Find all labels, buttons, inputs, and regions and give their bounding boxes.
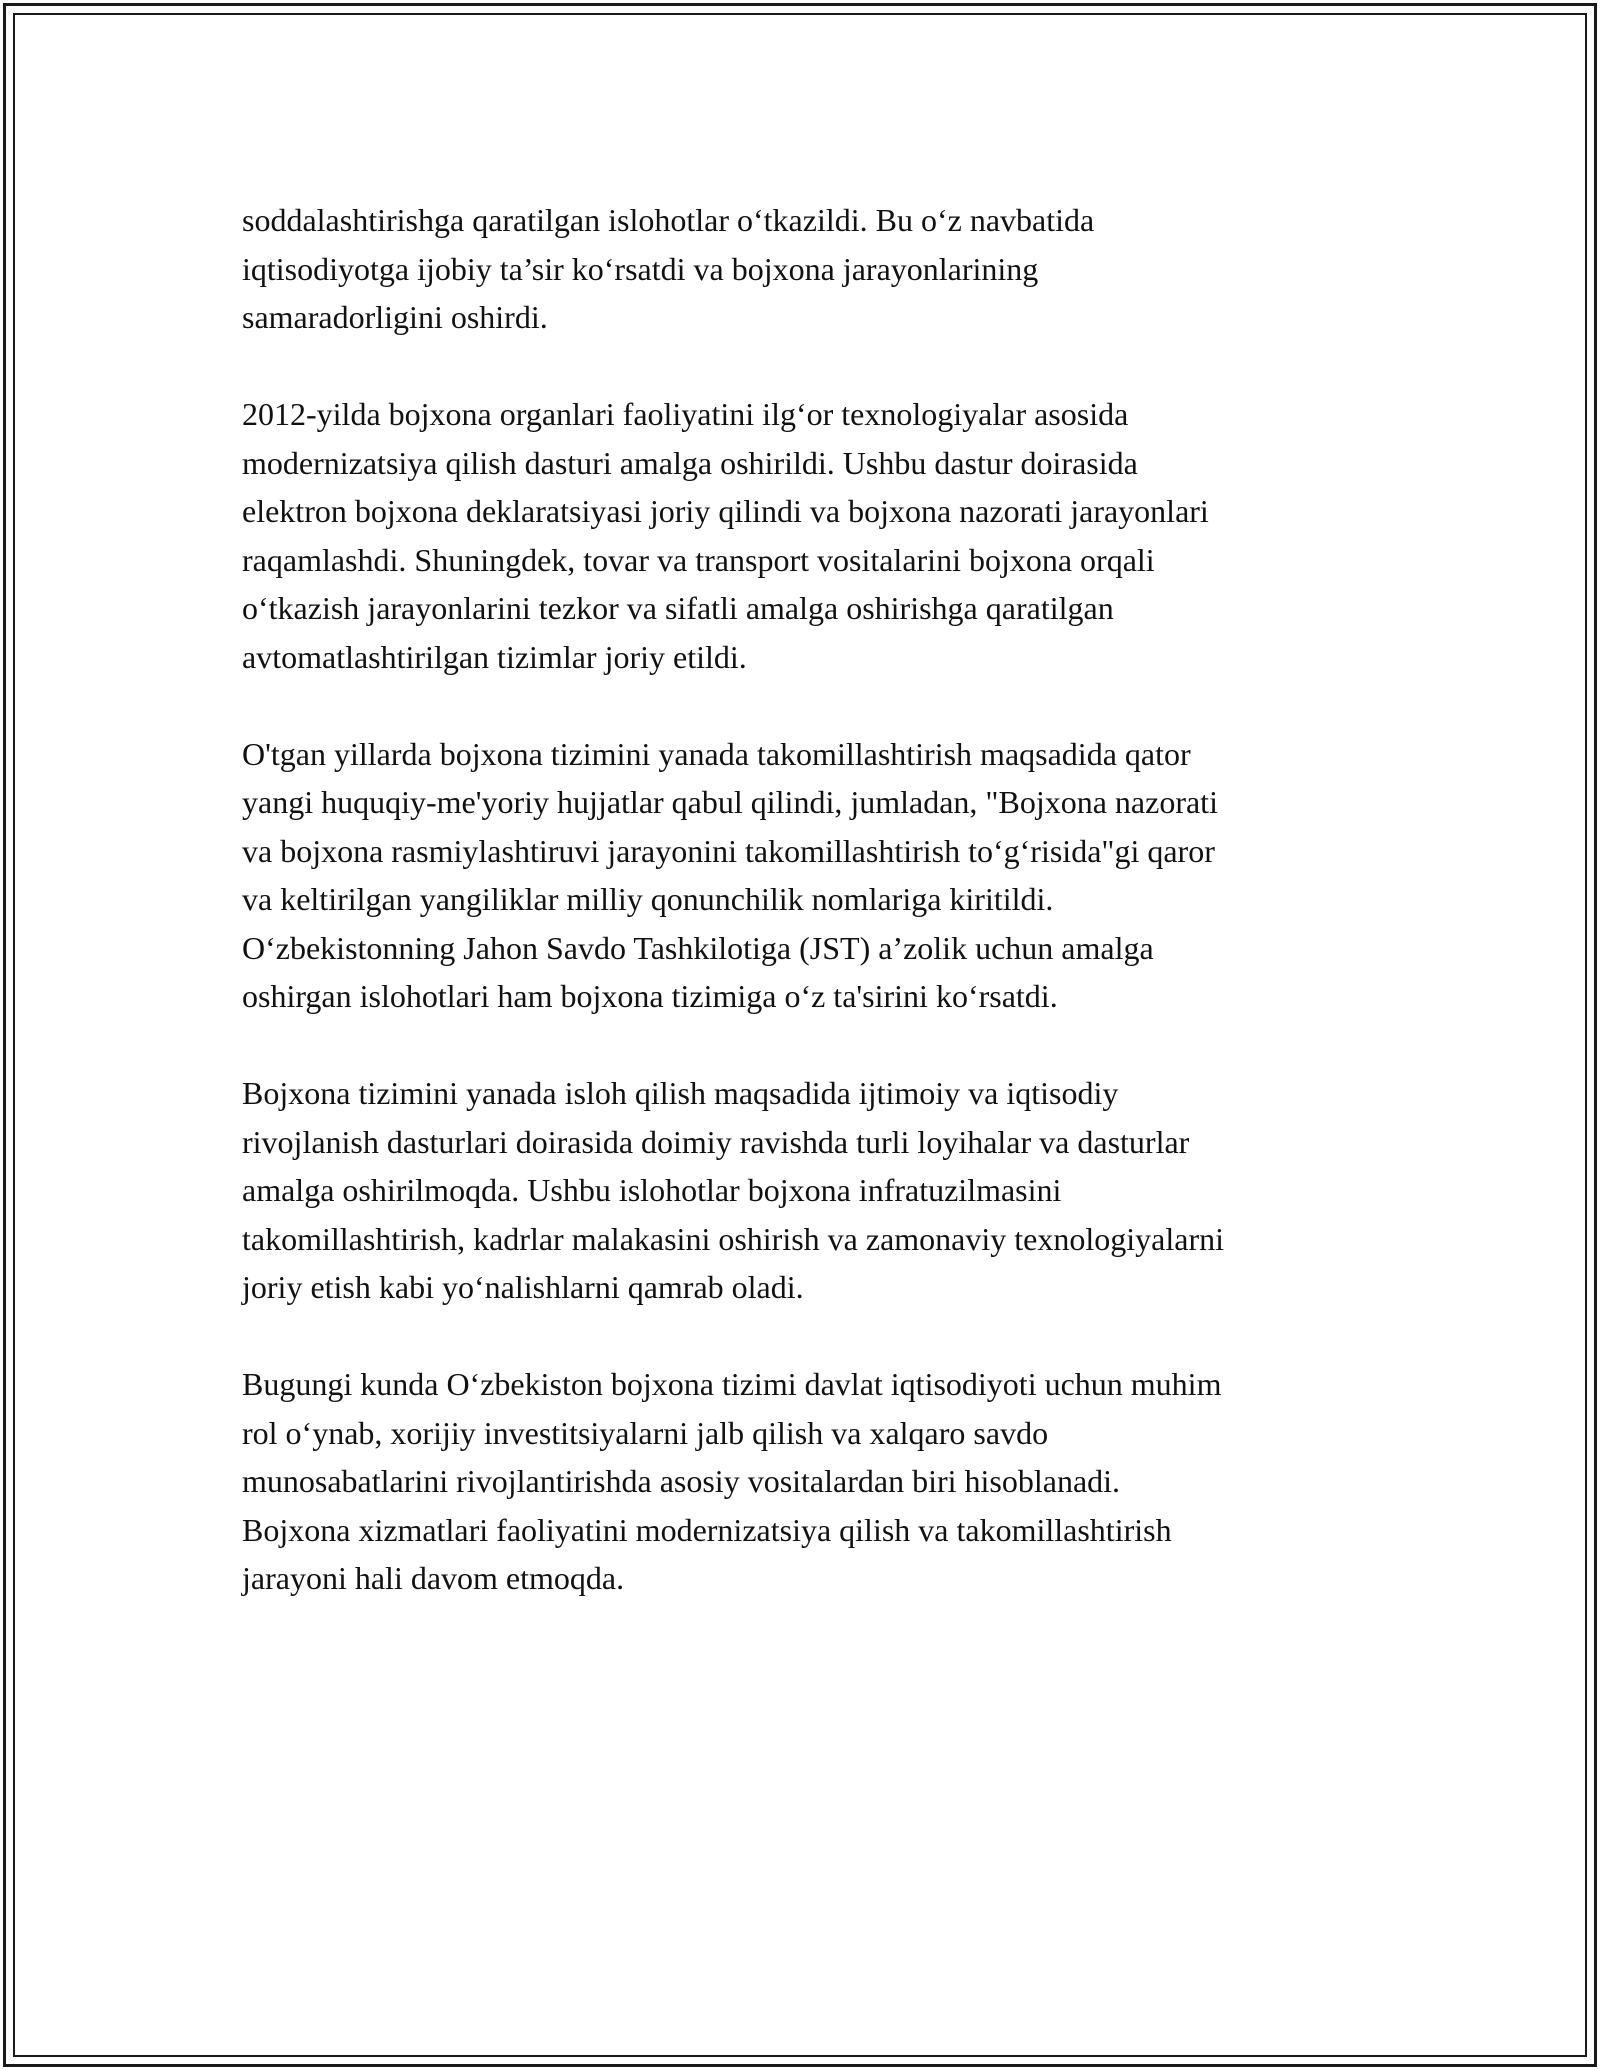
paragraph-2: 2012-yilda bojxona organlari faoliyatini ilg‘or texnologiyalar asosida modernizatsiya qilish dasturi amalga oshirildi. Ushbu dastur doirasida elektron bojxona deklaratsiyasi joriy qilindi va bojxona nazorati jarayonlari raqamlashdi. Shuningdek, tovar va transport vositalarini bojxona orqali o‘tkazish jarayonlarini tezkor va sifatli amalga oshirishga qaratilgan avtomatlashtirilgan tizimlar joriy etildi. (242, 396, 1209, 675)
paragraph-5: Bugungi kunda O‘zbekiston bojxona tizimi davlat iqtisodiyoti uchun muhim rol o‘ynab, xorijiy investitsiyalarni jalb qilish va xalqaro savdo munosabatlarini rivojlantirishda asosiy vositalardan biri hisoblanadi. Bojxona xizmatlari faoliyatini modernizatsiya qilish va takomillashtirish jarayoni hali davom etmoqda. (242, 1366, 1222, 1596)
paragraph-4: Bojxona tizimini yanada isloh qilish maqsadida ijtimoiy va iqtisodiy rivojlanish dasturlari doirasida doimiy ravishda turli loyihalar va dasturlar amalga oshirilmoqda. Ushbu islohotlar bojxona infratuzilmasini takomillashtirish, kadrlar malakasini oshirish va zamonaviy texnologiyalarni joriy etish kabi yo‘nalishlarni qamrab oladi. (242, 1075, 1224, 1305)
document-body (242, 196, 1382, 1651)
paragraph-1: soddalashtirishga qaratilgan islohotlar o‘tkazildi. Bu o‘z navbatida iqtisodiyotga ijobiy ta’sir ko‘rsatdi va bojxona jarayonlarining samaradorligini oshirdi. (242, 202, 1095, 335)
page-frame (3, 3, 1597, 2067)
paragraph-3: O'tgan yillarda bojxona tizimini yanada takomillashtirish maqsadida qator yangi huquqiy-me'yoriy hujjatlar qabul qilindi, jumladan, "Bojxona nazorati va bojxona rasmiylashtiruvi jarayonini takomillashtirish to‘g‘risida"gi qaror va keltirilgan yangiliklar milliy qonunchilik nomlariga kiritildi. O‘zbekistonning Jahon Savdo Tashkilotiga (JST) a’zolik uchun amalga oshirgan islohotlari ham bojxona tizimiga o‘z ta'sirini ko‘rsatdi. (242, 735, 1218, 1014)
